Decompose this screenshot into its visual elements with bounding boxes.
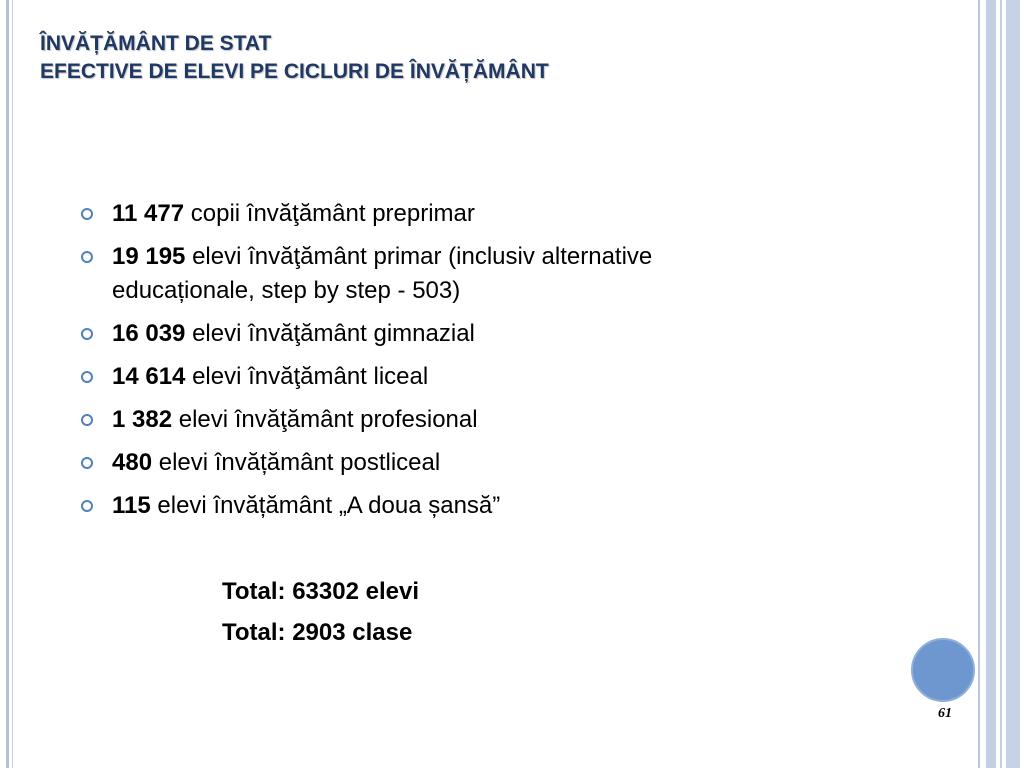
totals-block <box>222 571 419 653</box>
bullet-text: elevi învăţământ gimnazial <box>185 320 475 347</box>
total-students: Total: 63302 elevi <box>222 578 419 605</box>
right-decor-line-2 <box>1000 0 1002 768</box>
list-item <box>78 489 778 523</box>
title-line-2: EFECTIVE DE ELEVI PE CICLURI DE ÎNVĂȚĂMÂNT <box>40 60 549 83</box>
bullet-number: 16 039 <box>112 320 186 347</box>
bullet-text: elevi învăţământ liceal <box>185 363 429 390</box>
list-item <box>78 403 778 437</box>
bullet-number: 480 <box>112 449 153 476</box>
bullet-circle-icon <box>81 328 93 340</box>
right-decor-band-2 <box>1006 0 1020 768</box>
bullet-text: elevi învăţământ profesional <box>172 406 478 433</box>
left-border-line-inner <box>12 0 13 768</box>
list-item <box>78 360 778 394</box>
slide-title <box>40 30 940 86</box>
right-decor-band <box>986 0 996 768</box>
left-border-line <box>6 0 9 768</box>
list-item <box>78 240 778 308</box>
page-circle-decoration <box>911 638 975 702</box>
right-decor-line <box>978 0 980 768</box>
bullet-circle-icon <box>81 208 93 220</box>
list-item <box>78 446 778 480</box>
bullet-text: elevi învățământ postliceal <box>152 449 441 476</box>
bullet-circle-icon <box>81 500 93 512</box>
bullet-number: 14 614 <box>112 363 186 390</box>
bullet-circle-icon <box>81 251 93 263</box>
total-classes: Total: 2903 clase <box>222 619 413 646</box>
bullet-text: copii învăţământ preprimar <box>184 200 475 227</box>
bullet-number: 19 195 <box>112 243 186 270</box>
bullet-number: 115 <box>112 492 151 519</box>
bullet-text: elevi învăţământ primar (inclusiv alternative educaționale, step by step - 503) <box>112 243 653 304</box>
bullet-circle-icon <box>81 457 93 469</box>
list-item <box>78 317 778 351</box>
bullet-text: elevi învățământ „A doua șansă” <box>150 492 501 519</box>
bullet-list <box>78 197 778 532</box>
list-item <box>78 197 778 231</box>
bullet-number: 11 477 <box>112 200 185 227</box>
bullet-number: 1 382 <box>112 406 173 433</box>
title-line-1: ÎNVĂȚĂMÂNT DE STAT <box>40 32 272 55</box>
bullet-circle-icon <box>81 414 93 426</box>
page-number: 61 <box>938 706 952 721</box>
bullet-circle-icon <box>81 371 93 383</box>
